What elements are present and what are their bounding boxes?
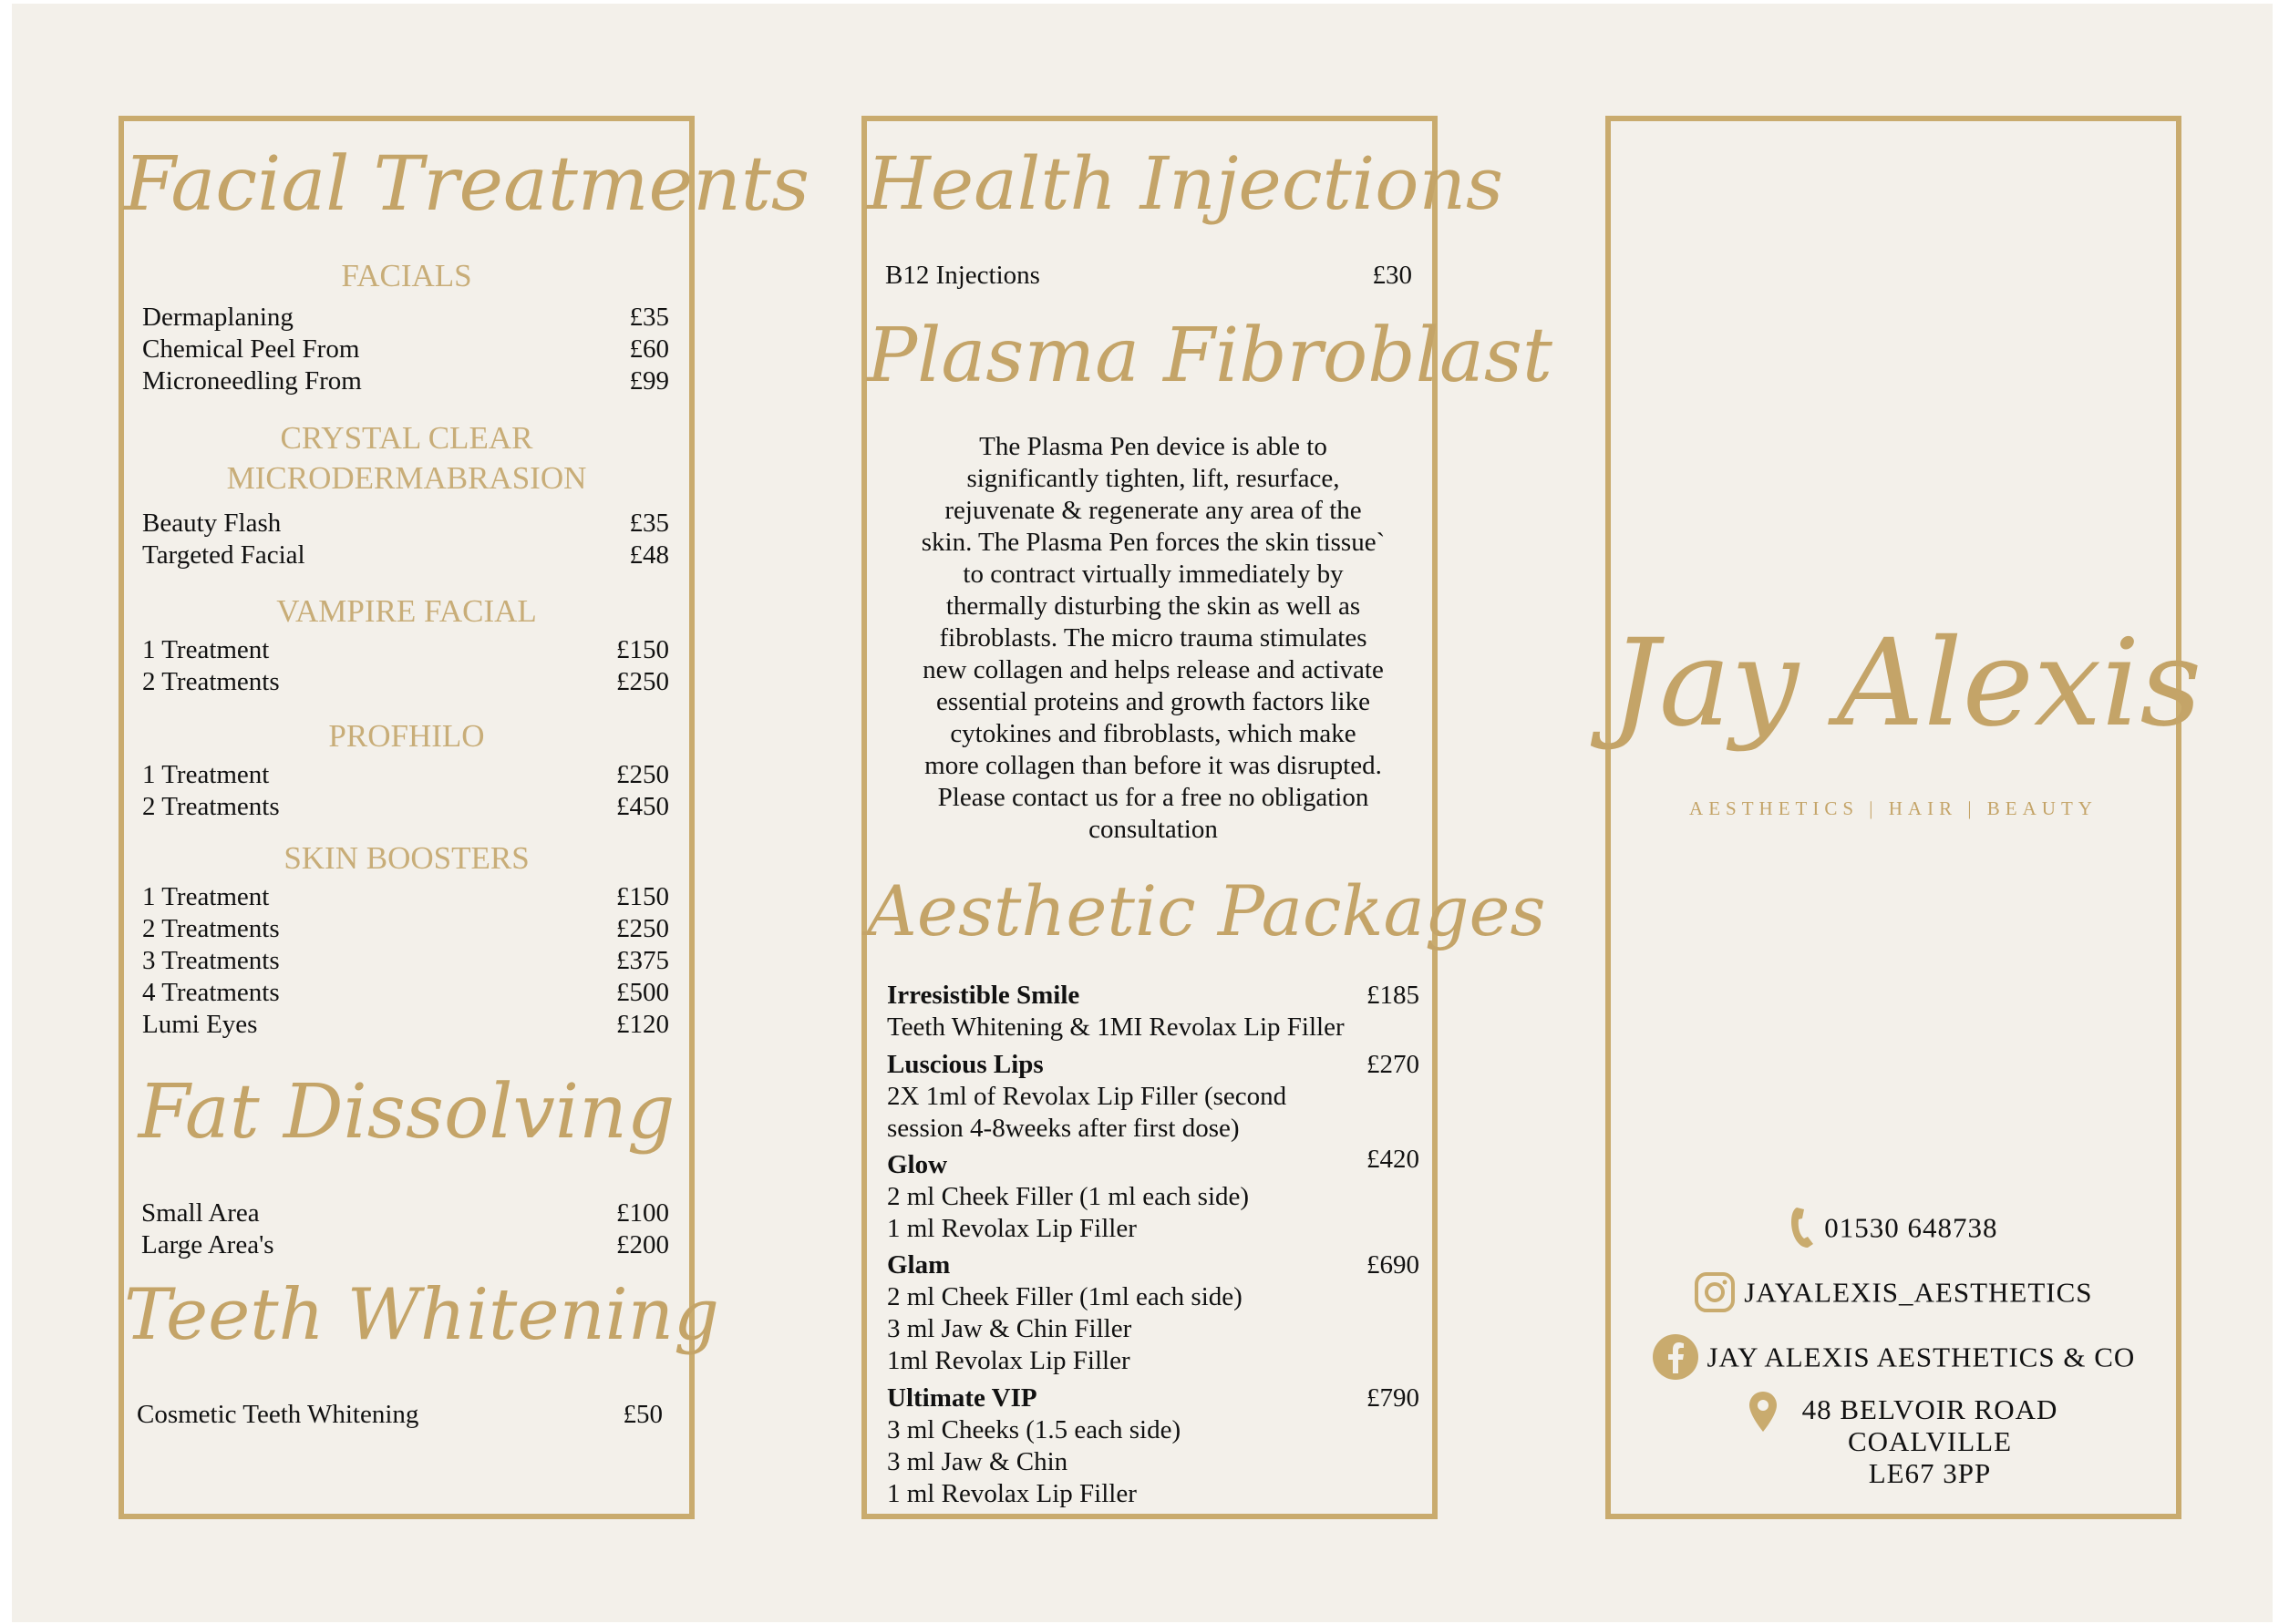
item-price: £35 [629,303,669,332]
price-row [142,540,669,571]
item-name: 2 Treatments [142,667,280,696]
item-price: £99 [629,366,669,396]
package-detail: 2X 1ml of Revolax Lip Filler (second [887,1082,1287,1111]
item-price: £150 [616,882,669,911]
brand-tagline: AESTHETICS | HAIR | BEAUTY [1689,797,2098,819]
phone-icon [1789,1206,1817,1256]
section-title-microdermabrasion: MICRODERMABRASION [226,460,587,496]
description-line: rejuvenate & regenerate any area of the [944,496,1362,525]
price-row [142,913,669,945]
item-name: 3 Treatments [142,946,280,975]
item-name: Small Area [141,1198,260,1228]
package-row [887,1382,1419,1414]
price-row [885,260,1412,292]
item-price: £250 [616,914,669,943]
package-detail: 3 ml Cheeks (1.5 each side) [887,1415,1181,1444]
item-name: 2 Treatments [142,914,280,943]
package-price: £270 [1366,1050,1419,1079]
package-name: Luscious Lips [887,1050,1044,1079]
package-name: Irresistible Smile [887,981,1080,1010]
item-price: £120 [616,1010,669,1039]
price-row [142,302,669,334]
package-detail: 2 ml Cheek Filler (1ml each side) [887,1282,1243,1311]
facebook-page: JAY ALEXIS AESTHETICS & CO [1707,1341,2136,1373]
package-name: Glam [887,1250,951,1280]
item-name: Microneedling From [142,366,362,396]
price-row [142,977,669,1009]
item-price: £50 [623,1400,663,1429]
item-name: 1 Treatment [142,882,270,911]
aesthetic-packages-title: Aesthetic Packages [867,870,1546,951]
item-name: 2 Treatments [142,792,280,821]
address-line-3: LE67 3PP [1868,1457,1992,1489]
facial-treatments-title: Facial Treatments [124,141,810,228]
price-row [142,759,669,791]
item-price: £60 [629,334,669,364]
description-line: consultation [1088,815,1218,844]
price-row [142,1009,669,1041]
package-price: £790 [1366,1383,1419,1413]
description-line: The Plasma Pen device is able to [979,432,1327,461]
item-name: 1 Treatment [142,635,270,664]
package-detail: 1 ml Revolax Lip Filler [887,1214,1137,1243]
item-price: £375 [616,946,669,975]
description-line: to contract virtually immediately by [963,560,1344,589]
phone-contact [1611,1206,2176,1256]
panel-facial-treatments [119,116,810,1519]
package-detail: 3 ml Jaw & Chin Filler [887,1314,1132,1343]
item-name: Targeted Facial [142,540,305,570]
package-name: Glow [887,1150,948,1179]
item-price: £48 [629,540,669,570]
price-row [142,666,669,698]
price-row [142,791,669,823]
item-name: 1 Treatment [142,760,270,789]
plasma-description [880,431,1427,846]
item-price: £100 [616,1198,669,1228]
item-price: £450 [616,792,669,821]
instagram-icon [1694,1271,1736,1320]
item-name: Chemical Peel From [142,334,360,364]
package-detail: Teeth Whitening & 1MI Revolax Lip Filler [887,1012,1345,1042]
package-detail: 1 ml Revolax Lip Filler [887,1479,1137,1508]
description-line: cytokines and fibroblasts, which make [950,719,1356,748]
item-price: £200 [616,1230,669,1259]
description-line: essential proteins and growth factors like [936,687,1370,716]
description-line: more collagen than before it was disrupted. [924,751,1382,780]
fat-dissolving-title: Fat Dissolving [138,1069,675,1156]
price-row [142,881,669,913]
plasma-fibroblast-title: Plasma Fibroblast [867,313,1552,399]
price-row [142,945,669,977]
panel-injections-packages [861,116,1552,1519]
price-row [141,1197,669,1229]
phone-number: 01530 648738 [1824,1211,1998,1244]
item-price: £250 [616,760,669,789]
item-name: Cosmetic Teeth Whitening [137,1400,419,1429]
address-line-1: 48 BELVOIR ROAD [1801,1393,2058,1425]
item-name: Beauty Flash [142,509,282,538]
brand-logo: Jay Alexis [1611,613,2202,754]
teeth-whitening-title: Teeth Whitening [124,1274,719,1356]
package-detail: 3 ml Jaw & Chin [887,1447,1068,1476]
section-title-facials: FACIALS [341,258,472,293]
item-name: 4 Treatments [142,978,280,1007]
health-injections-title: Health Injections [867,141,1504,226]
price-row [142,334,669,365]
price-row [142,634,669,666]
item-price: £30 [1372,261,1412,290]
package-row [887,1249,1419,1281]
package-detail: 2 ml Cheek Filler (1 ml each side) [887,1182,1250,1211]
item-name: B12 Injections [885,261,1040,290]
item-price: £250 [616,667,669,696]
package-price: £690 [1366,1250,1419,1280]
item-name: Large Area's [141,1230,274,1259]
item-price: £35 [629,509,669,538]
description-line: fibroblasts. The micro trauma stimulates [939,623,1367,653]
price-row [142,365,669,397]
description-line: Please contact us for a free no obligation [937,783,1369,812]
description-line: significantly tighten, lift, resurface, [966,464,1340,493]
description-line: thermally disturbing the skin as well as [945,591,1361,621]
package-row [887,980,1419,1012]
price-row [141,1229,669,1261]
facebook-contact [1611,1333,2176,1387]
panel-brand-contact [1605,116,2202,1519]
brochure-sheet [12,4,2273,1622]
item-name: Lumi Eyes [142,1010,258,1039]
price-row [137,1399,663,1431]
price-row [142,508,669,540]
package-row [887,1049,1419,1081]
description-line: skin. The Plasma Pen forces the skin tissue` [921,528,1386,557]
description-line: new collagen and helps release and activate [923,655,1384,684]
package-price: £185 [1366,981,1419,1010]
instagram-contact [1611,1271,2176,1320]
package-detail: 1ml Revolax Lip Filler [887,1346,1130,1375]
facebook-icon [1652,1333,1699,1387]
package-row [887,1144,1419,1179]
package-price: £420 [1366,1145,1419,1174]
section-title-profhilo: PROFHILO [328,718,485,754]
item-name: Dermaplaning [142,303,294,332]
package-detail: session 4-8weeks after first dose) [887,1114,1240,1143]
instagram-handle: JAYALEXIS_AESTHETICS [1744,1276,2093,1309]
section-title-skin-boosters: SKIN BOOSTERS [284,840,530,876]
item-price: £500 [616,978,669,1007]
package-name: Ultimate VIP [887,1383,1037,1413]
address-line-2: COALVILLE [1847,1425,2013,1457]
section-title-vampire-facial: VAMPIRE FACIAL [276,593,537,629]
section-title-crystal-clear: CRYSTAL CLEAR [280,420,533,456]
item-price: £150 [616,635,669,664]
